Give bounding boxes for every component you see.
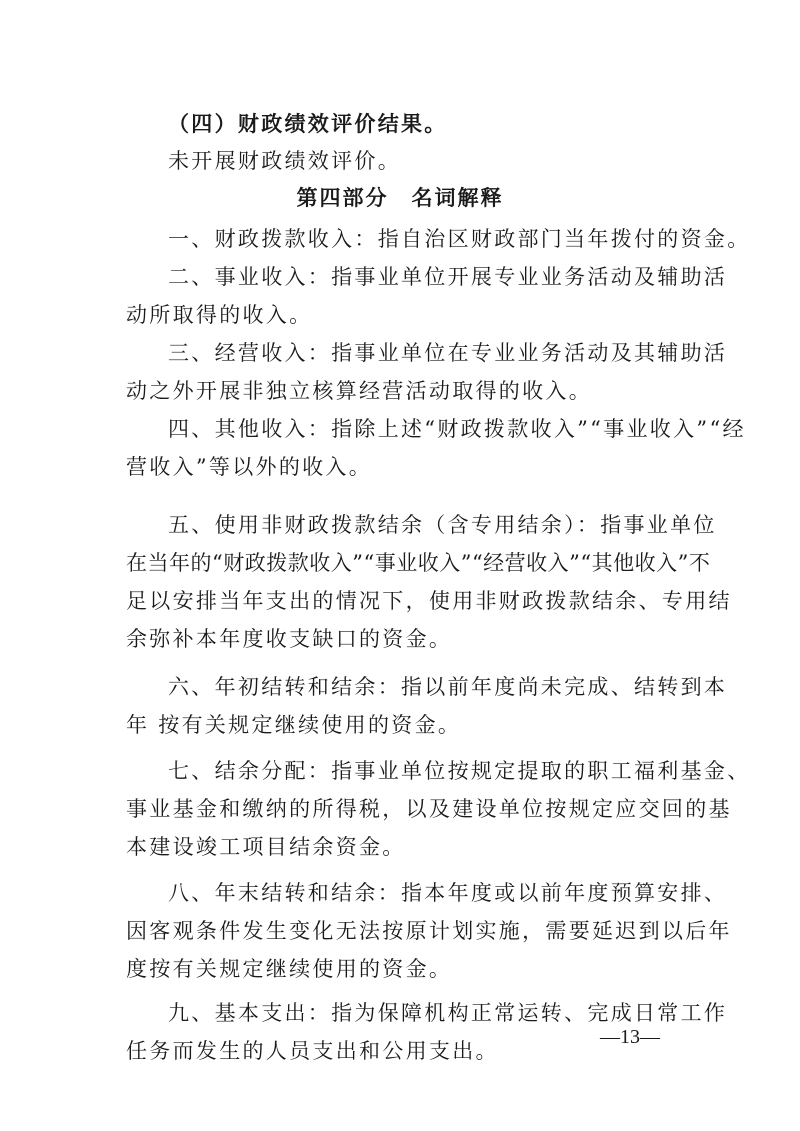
definition-line: 足以安排当年支出的情况下，使用非财政拨款结余、专用结: [126, 589, 732, 613]
definition-line: 度按有关规定继续使用的资金。: [126, 957, 453, 981]
definition-line: 余弥补本年度收支缺口的资金。: [126, 627, 453, 651]
definition-line: 三、经营收入：指事业单位在专业业务活动及其辅助活: [168, 341, 728, 365]
part-title: 第四部分 名词解释: [296, 186, 504, 210]
definition-line: 在当年的“财政拨款收入”“事业收入”“经营收入”“其他收入”不: [126, 551, 711, 575]
definition-line: 五、使用非财政拨款结余（含专用结余）：指事业单位: [168, 513, 717, 537]
definition-line: 七、结余分配：指事业单位按规定提取的职工福利基金、: [168, 759, 751, 783]
definition-line: 四、其他收入：指除上述“财政拨款收入”“事业收入”“经: [168, 417, 746, 441]
definition-line: 事业基金和缴纳的所得税，以及建设单位按规定应交回的基: [126, 797, 732, 821]
page-number: —13—: [600, 1026, 660, 1048]
definition-line: 一、财政拨款收入：指自治区财政部门当年拨付的资金。: [168, 227, 751, 251]
definition-line: 六、年初结转和结余：指以前年度尚未完成、结转到本: [168, 675, 728, 699]
definition-line: 营收入”等以外的收入。: [126, 455, 373, 479]
definition-line: 动之外开展非独立核算经营活动取得的收入。: [126, 379, 592, 403]
definition-line: 动所取得的收入。: [126, 303, 313, 327]
section-text-performance-results: 未开展财政绩效评价。: [168, 149, 401, 173]
section-heading-performance-results: （四）财政绩效评价结果。: [168, 111, 448, 136]
definition-line: 八、年末结转和结余：指本年度或以前年度预算安排、: [168, 881, 728, 905]
definition-line: 年 按有关规定继续使用的资金。: [126, 713, 462, 737]
definition-line: 因客观条件发生变化无法按原计划实施，需要延迟到以后年: [126, 919, 732, 943]
definition-line: 九、基本支出：指为保障机构正常运转、完成日常工作: [168, 1001, 728, 1025]
definition-line: 二、事业收入：指事业单位开展专业业务活动及辅助活: [168, 265, 728, 289]
definition-line: 任务而发生的人员支出和公用支出。: [126, 1039, 499, 1063]
definition-line: 本建设竣工项目结余资金。: [126, 835, 406, 859]
